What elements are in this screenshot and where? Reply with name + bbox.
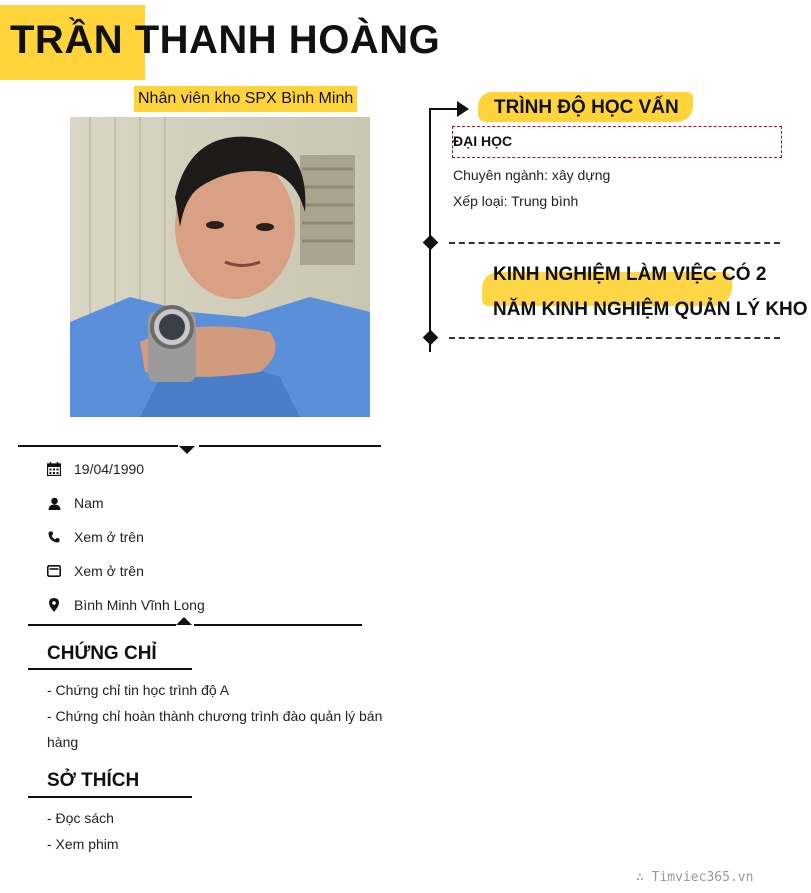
profile-photo — [70, 117, 370, 417]
education-rank: Xếp loại: Trung bình — [453, 193, 579, 209]
timeline-diamond-icon — [423, 235, 439, 251]
phone-icon — [46, 529, 62, 545]
certificates-underline — [28, 668, 192, 670]
divider-left — [18, 445, 178, 447]
experience-title-line2: NĂM KINH NGHIỆM QUẢN LÝ KHO — [493, 299, 808, 320]
footer-brand: Timviec365.vn — [651, 870, 754, 885]
email-value: Xem ở trên — [74, 563, 144, 579]
candidate-name: TRẦN THANH HOÀNG — [10, 18, 441, 62]
info-email — [46, 561, 144, 581]
email-icon — [46, 563, 62, 579]
address-value: Bình Minh Vĩnh Long — [74, 597, 205, 613]
hobby-item: - Đọc sách — [47, 810, 114, 826]
certificate-item: - Chứng chỉ hoàn thành chương trình đào quản lý bán hàng — [47, 708, 383, 750]
phone-value: Xem ở trên — [74, 529, 144, 545]
job-title: Nhân viên kho SPX Bình Minh — [134, 86, 357, 112]
birthdate-value: 19/04/1990 — [74, 461, 145, 477]
section-separator — [449, 337, 780, 339]
timeline-branch — [429, 108, 459, 110]
gender-value: Nam — [74, 495, 104, 511]
certificates-title: CHỨNG CHỈ — [47, 643, 157, 664]
hobbies-title: SỞ THÍCH — [47, 770, 140, 791]
person-icon — [46, 495, 62, 511]
timeline-line — [429, 110, 431, 352]
certificates-list — [47, 677, 387, 755]
experience-title-line1: KINH NGHIỆM LÀM VIỆC CÓ 2 — [493, 264, 767, 285]
info-gender — [46, 493, 104, 513]
divider2-left — [28, 624, 176, 626]
calendar-icon — [46, 461, 62, 477]
divider2-right — [194, 624, 362, 626]
footer-watermark — [636, 870, 753, 885]
education-school: ĐẠI HỌC — [453, 133, 513, 149]
divider-right — [199, 445, 381, 447]
info-birthdate — [46, 459, 144, 479]
section-separator — [449, 242, 780, 244]
hobbies-underline — [28, 796, 192, 798]
hobby-item: - Xem phim — [47, 836, 119, 852]
footer-glyph: ∴ — [636, 870, 644, 885]
location-pin-icon — [46, 597, 62, 613]
education-title: TRÌNH ĐỘ HỌC VẤN — [494, 97, 679, 118]
certificate-item: - Chứng chỉ tin học trình độ A — [47, 682, 230, 698]
divider-arrow-up-icon — [176, 617, 192, 625]
info-phone — [46, 527, 144, 547]
education-major: Chuyên ngành: xây dựng — [453, 167, 611, 183]
info-address — [46, 595, 205, 615]
hobbies-list — [47, 805, 387, 857]
divider-arrow-down-icon — [179, 446, 195, 454]
timeline-arrow-right-icon — [457, 101, 469, 117]
timeline-diamond-icon — [423, 330, 439, 346]
